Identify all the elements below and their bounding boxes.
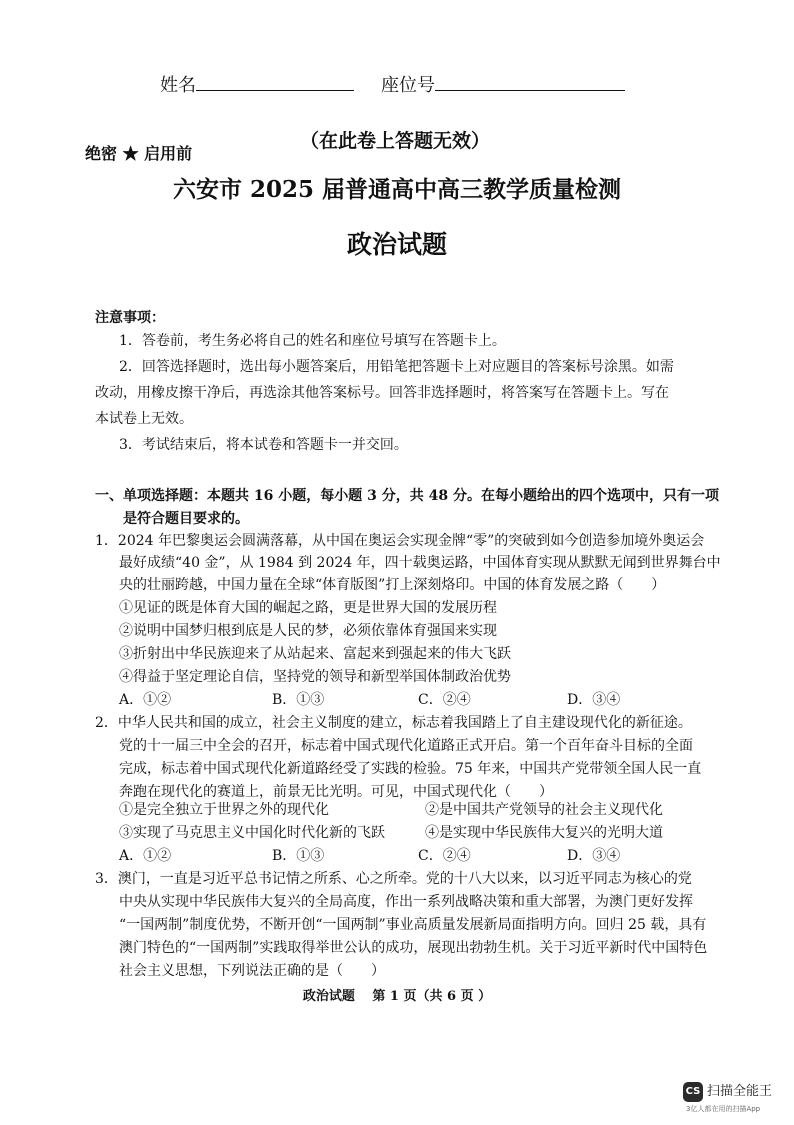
q2-statement: ④是实现中华民族伟大复兴的光明大道 (425, 825, 663, 841)
exam-title: 六安市 2025 届普通高中高三教学质量检测 (172, 176, 622, 203)
q1-statement: ④得益于坚定理论自信，坚持党的领导和新型举国体制政治优势 (119, 669, 511, 685)
note-line: 改动，用橡皮擦干净后，再选涂其他答案标号。回答非选择题时，将答案写在答题卡上。写在 (95, 385, 669, 401)
q2-option-b: B．①③ (272, 848, 325, 864)
q3-stem: 3．澳门，一直是习近平总书记情之所系、心之所牵。党的十八大以来，以习近平同志为核心的党 (95, 871, 692, 887)
q2-option-a: A．①② (119, 848, 172, 864)
q2-stem: 完成，标志着中国式现代化新道路经受了实践的检验。75 年来，中国共产党带领全国人民一直 (119, 761, 702, 777)
q2-statement: ②是中国共产党领导的社会主义现代化 (425, 802, 663, 818)
q1-stem: 最好成绩“40 金”，从 1984 到 2024 年，四十载奥运路，中国体育实现从默默无闻到世界舞台中 (119, 555, 721, 571)
note-line: 3．考试结束后，将本试卷和答题卡一并交回。 (119, 437, 408, 453)
camscanner-logo-icon: CS (683, 1082, 703, 1102)
q1-option-c: C．②④ (418, 692, 471, 708)
camscanner-brand: 扫描全能王 (707, 1084, 773, 1099)
notes-heading: 注意事项： (95, 310, 165, 326)
q1-option-a: A．①② (119, 692, 172, 708)
q1-stem: 1．2024 年巴黎奥运会圆满落幕，从中国在奥运会实现金牌“零”的突破到如今创造参加境外奥运会 (95, 533, 705, 549)
seat-blank (435, 72, 625, 91)
q3-stem: 中央从实现中华民族伟大复兴的全局高度，作出一系列战略决策和重大部署，为澳门更好发挥 (119, 894, 693, 910)
note-line: 2．回答选择题时，选出每小题答案后，用铅笔把答题卡上对应题目的答案标号涂黑。如需 (119, 359, 674, 375)
section-heading-cont: 是符合题目要求的。 (123, 511, 249, 527)
q1-statement: ③折射出中华民族迎来了从站起来、富起来到强起来的伟大飞跃 (119, 646, 511, 662)
q1-option-d: D．③④ (567, 692, 621, 708)
secret-label: 绝密 ★ 启用前 (85, 144, 193, 163)
q3-stem: 澳门特色的“一国两制”实践取得举世公认的成功，展现出勃勃生机。关于习近平新时代中国特色 (119, 940, 708, 956)
camscanner-tagline: 3亿人都在用的扫描App (686, 1105, 761, 1113)
name-label: 姓名 (160, 75, 196, 96)
q2-stem: 2．中华人民共和国的成立，社会主义制度的建立，标志着我国踏上了自主建设现代化的新征途。 (95, 715, 692, 731)
section-heading: 一、单项选择题：本题共 16 小题，每小题 3 分，共 48 分。在每小题给出的四个选项中，只有一项 (95, 488, 719, 504)
name-field (160, 72, 354, 98)
q2-option-d: D．③④ (567, 848, 621, 864)
q2-option-c: C．②④ (418, 848, 471, 864)
q2-statement: ③实现了马克思主义中国化时代化新的飞跃 (119, 825, 385, 841)
seat-field (381, 72, 625, 98)
note-line: 本试卷上无效。 (95, 411, 193, 427)
subject-title: 政治试题 (346, 230, 447, 259)
q2-statement: ①是完全独立于世界之外的现代化 (119, 802, 329, 818)
q1-stem: 央的壮丽跨越，中国力量在全球“体育版图”打上深刻烙印。中国的体育发展之路（ ） (119, 577, 666, 593)
page-footer: 政治试题 第 1 页（共 6 页 ） (302, 989, 492, 1004)
q3-stem: 社会主义思想，下列说法正确的是（ ） (119, 963, 385, 979)
note-line: 1．答卷前，考生务必将自己的姓名和座位号填写在答题卡上。 (119, 333, 506, 349)
name-blank (196, 72, 354, 91)
q2-stem: 奔跑在现代化的赛道上，前景无比光明。可见，中国式现代化（ ） (119, 784, 553, 800)
q3-stem: “一国两制”制度优势，不断开创“一国两制”事业高质量发展新局面指明方向。回归 25 载，具有 (119, 917, 707, 933)
q1-option-b: B．①③ (272, 692, 325, 708)
q1-statement: ①见证的既是体育大国的崛起之路，更是世界大国的发展历程 (119, 600, 497, 616)
q2-stem: 党的十一届三中全会的召开，标志着中国式现代化道路正式开启。第一个百年奋斗目标的全面 (119, 738, 693, 754)
seat-label: 座位号 (381, 75, 435, 96)
invalid-note: （在此卷上答题无效） (300, 130, 491, 152)
q1-statement: ②说明中国梦归根到底是人民的梦，必须依靠体育强国来实现 (119, 623, 497, 639)
